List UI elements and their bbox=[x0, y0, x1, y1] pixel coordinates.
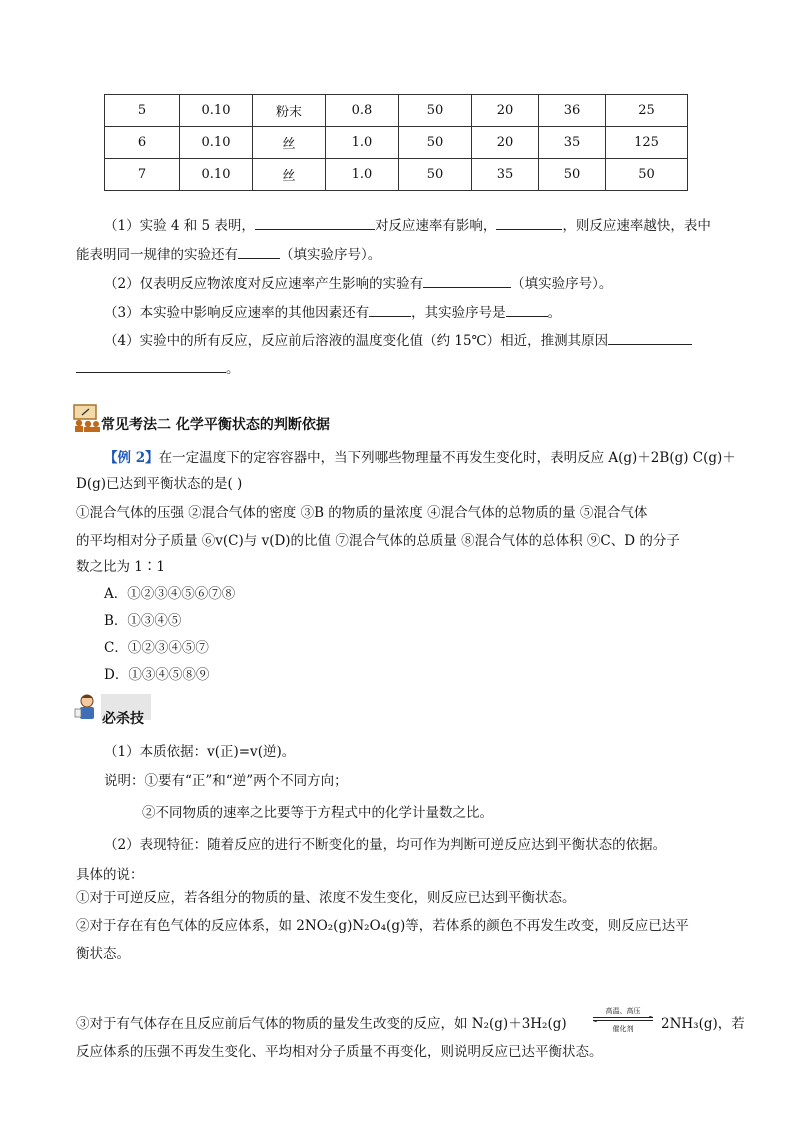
table-cell: 125 bbox=[606, 127, 688, 159]
condition-top: 高温、高压 bbox=[605, 1007, 641, 1015]
skill-line bbox=[76, 1012, 567, 1032]
table-row bbox=[105, 127, 688, 159]
teacher-board-icon bbox=[73, 403, 101, 437]
table-cell: 丝 bbox=[253, 127, 326, 159]
question-2 bbox=[104, 272, 612, 292]
example-line bbox=[104, 446, 736, 466]
table-cell: 20 bbox=[472, 95, 539, 127]
answer-blank[interactable] bbox=[608, 330, 692, 345]
table-cell: 35 bbox=[472, 159, 539, 191]
q1-text: ，则反应速率越快，表中 bbox=[562, 218, 711, 234]
table-cell: 5 bbox=[105, 95, 180, 127]
table-cell: 50 bbox=[539, 159, 606, 191]
q3-text: （3）本实验中影响反应速率的其他因素还有 bbox=[104, 305, 370, 321]
table-cell: 1.0 bbox=[326, 159, 399, 191]
table-cell: 50 bbox=[399, 95, 472, 127]
answer-blank[interactable] bbox=[238, 244, 280, 259]
answer-blank[interactable] bbox=[496, 215, 562, 230]
option-a[interactable]: A．①②③④⑤⑥⑦⑧ bbox=[104, 586, 236, 602]
table-cell: 0.8 bbox=[326, 95, 399, 127]
option-d[interactable]: D．①③④⑤⑧⑨ bbox=[104, 667, 210, 683]
table-cell: 35 bbox=[539, 127, 606, 159]
answer-blank[interactable] bbox=[423, 273, 511, 288]
table-cell: 36 bbox=[539, 95, 606, 127]
question-1-line1 bbox=[104, 214, 711, 234]
q1-text: （填实验序号）。 bbox=[280, 247, 382, 263]
q2-text: （2）仅表明反应物浓度对反应速率产生影响的实验有 bbox=[104, 276, 424, 292]
table-cell: 7 bbox=[105, 159, 180, 191]
q4-text: 。 bbox=[226, 361, 240, 377]
condition-bottom: 催化剂 bbox=[612, 1025, 634, 1033]
table-cell: 20 bbox=[472, 127, 539, 159]
table-cell: 6 bbox=[105, 127, 180, 159]
table-cell: 0.10 bbox=[180, 159, 253, 191]
skill-text: ③对于有气体存在且反应前后气体的物质的量发生改变的反应，如 N₂(g)＋3H₂(g) bbox=[76, 1016, 567, 1032]
answer-blank[interactable] bbox=[369, 302, 411, 317]
skill-line: 说明：①要有“正”和“逆”两个不同方向； bbox=[104, 773, 348, 789]
skill-title: 必杀技 bbox=[102, 711, 144, 727]
skill-line: ②对于存在有色气体的反应体系，如 2NO₂(g)N₂O₄(g)等，若体系的颜色不再发生改变，则反应已达平 bbox=[76, 918, 689, 934]
answer-blank[interactable] bbox=[255, 215, 375, 230]
table-cell: 0.10 bbox=[180, 127, 253, 159]
skill-line: （1）本质依据：v(正)=v(逆)。 bbox=[104, 744, 296, 760]
skill-line: ②不同物质的速率之比要等于方程式中的化学计量数之比。 bbox=[142, 805, 493, 821]
table-cell: 1.0 bbox=[326, 127, 399, 159]
table-row bbox=[105, 159, 688, 191]
q3-text: ，其实验序号是 bbox=[411, 305, 506, 321]
option-c[interactable]: C．①②③④⑤⑦ bbox=[104, 640, 209, 656]
example-label: 【例 2】 bbox=[104, 450, 159, 466]
example-line: D(g)已达到平衡状态的是( ) bbox=[76, 476, 243, 492]
table-cell: 25 bbox=[606, 95, 688, 127]
q4-text: （4）实验中的所有反应，反应前后溶液的温度变化值（约 15℃）相近，推测其原因 bbox=[104, 333, 609, 349]
skill-line: 具体的说： bbox=[76, 867, 144, 883]
question-3 bbox=[104, 301, 561, 321]
question-4-line2 bbox=[76, 357, 240, 377]
equilibrium-arrow-icon bbox=[591, 1016, 655, 1022]
q2-text: （填实验序号）。 bbox=[511, 276, 613, 292]
experiment-table bbox=[104, 94, 688, 191]
example-line: 数之比为 1∶1 bbox=[76, 559, 165, 575]
q1-text: （1）实验 4 和 5 表明， bbox=[104, 218, 255, 234]
answer-blank[interactable] bbox=[76, 358, 226, 373]
q3-text: 。 bbox=[547, 305, 562, 321]
table-cell: 0.10 bbox=[180, 95, 253, 127]
table-row bbox=[105, 95, 688, 127]
table-cell: 50 bbox=[399, 127, 472, 159]
reaction-condition bbox=[591, 1007, 655, 1034]
table-cell: 丝 bbox=[253, 159, 326, 191]
example-line: ①混合气体的压强 ②混合气体的密度 ③B 的物质的量浓度 ④混合气体的总物质的量 ⑤混合气体 bbox=[76, 505, 648, 521]
skill-line: ①对于可逆反应，若各组分的物质的量、浓度不发生变化，则反应已达到平衡状态。 bbox=[76, 890, 576, 906]
skill-text: 2NH₃(g)，若 bbox=[661, 1016, 745, 1032]
q1-text: 对反应速率有影响， bbox=[374, 218, 497, 234]
answer-blank[interactable] bbox=[506, 302, 548, 317]
table-cell: 50 bbox=[606, 159, 688, 191]
question-1-line2 bbox=[76, 243, 381, 263]
example-line: 的平均相对分子质量 ⑥v(C)与 v(D)的比值 ⑦混合气体的总质量 ⑧混合气体的总体积 ⑨C、D 的分子 bbox=[76, 533, 680, 549]
table-cell: 粉末 bbox=[253, 95, 326, 127]
q1-text: 能表明同一规律的实验还有 bbox=[76, 247, 238, 263]
skill-line: 衡状态。 bbox=[76, 946, 130, 962]
example-text: 在一定温度下的定容容器中，当下列哪些物理量不再发生变化时，表明反应 A(g)＋2B(g) C(g)＋ bbox=[158, 450, 736, 466]
question-4-line1 bbox=[104, 329, 692, 349]
section-title: 常见考法二 化学平衡状态的判断依据 bbox=[101, 417, 330, 433]
table-cell: 50 bbox=[399, 159, 472, 191]
skill-line: 反应体系的压强不再发生变化、平均相对分子质量不再变化，则说明反应已达平衡状态。 bbox=[76, 1044, 603, 1060]
option-b[interactable]: B．①③④⑤ bbox=[104, 613, 182, 629]
skill-line: （2）表现特征：随着反应的进行不断变化的量，均可作为判断可逆反应达到平衡状态的依据。 bbox=[104, 837, 667, 853]
